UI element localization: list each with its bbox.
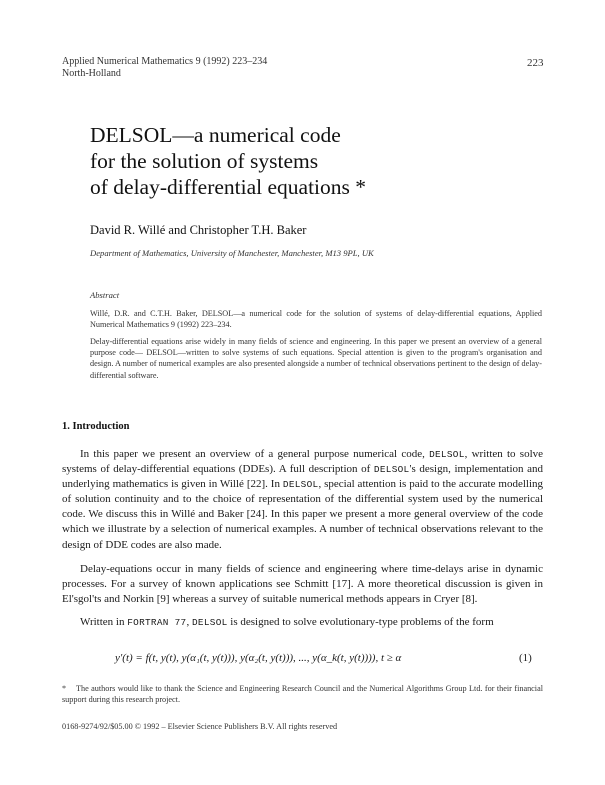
abstract-citation: Willé, D.R. and C.T.H. Baker, DELSOL—a numerical code for the solution of systems of delay-differential equations, Applied Numerical Mathematics 9 (1992) 223–234. [90,309,542,330]
code-name: DELSOL [373,464,410,476]
footnote-text: The authors would like to thank the Science and Engineering Research Council and the Numerical Algorithms Group Ltd. for their financial support during this research project. [62,684,543,705]
intro-paragraph-2: Delay-equations occur in many fields of science and engineering where time-delays arise in dynamic processes. For a survey of known applications see Schmitt [17]. A more theoretical discussion is given in El'sgol'ts and Norkin [9] whereas a survey of suitable numerical methods appears in Cryer [8]. [62,563,543,606]
intro-paragraph-1 [62,447,543,553]
code-name: DELSOL [191,617,228,628]
p3-text-c: is designed to solve evolutionary-type problems of the form [230,616,494,628]
code-name: DELSOL [429,449,465,460]
journal-citation: Applied Numerical Mathematics 9 (1992) 223–234 [62,56,268,67]
p1-text-d: , special attention is paid to the accurate modelling of solution continuity and to the choice of representation of the differential system used by the numerical code. We discuss this in Willé and Baker [24]. In this paper we present a more general overview of the code which we illustrate by a selection of numerical examples. A number of technical observations relevant to the design of DDE codes are also made. [62,478,543,551]
publisher: North-Holland [62,68,121,79]
authors: David R. Willé and Christopher T.H. Baker [90,223,307,237]
title-line-3: of delay-differential equations * [90,175,367,199]
footnote-mark: * [62,684,67,693]
language-name: FORTRAN 77 [127,617,187,628]
title-line-1: DELSOL—a numerical code [90,123,341,147]
equation-number: (1) [519,652,532,664]
copyright-line: 0168-9274/92/$05.00 © 1992 – Elsevier Science Publishers B.V. All rights reserved [62,722,338,731]
p1-text-b: , written to solve systems of delay-differential equations (DDEs). A full description of [62,448,544,476]
p3-text-a: Written in [80,616,125,628]
abstract-text: Delay-differential equations arise widely in many fields of science and engineering. In this paper we present an overview of a general purpose code— DELSOL—written to solve systems of such equations. Special attention is given to the program's organisation and design. A number of numerical examples are also presented alongside a number of technical observations pertinent to the design of delay-differential software. [90,337,542,380]
abstract-heading: Abstract [90,290,120,300]
footnote [62,683,543,705]
code-name: DELSOL [282,479,319,491]
paper-title [90,122,366,200]
equation: y′(t) = f(t, y(t), y(α₁(t, y(t))), y(α₂(t, y(t))), ..., y(α_k(t, y(t)))), t ≥ α [115,652,402,664]
affiliation: Department of Mathematics, University of Manchester, Manchester, M13 9PL, UK [90,248,374,258]
title-line-2: for the solution of systems [90,149,319,173]
p1-text-a: In this paper we present an overview of a general purpose numerical code, [80,448,425,460]
p3-text-b: , [186,616,190,628]
section-heading: 1. Introduction [62,421,130,432]
page-number: 223 [527,57,544,69]
journal-header [62,56,267,80]
p1-text-c: 's design, implementation and underlying mathematics is given in Willé [22]. In [62,463,544,491]
intro-paragraph-3 [62,615,543,630]
